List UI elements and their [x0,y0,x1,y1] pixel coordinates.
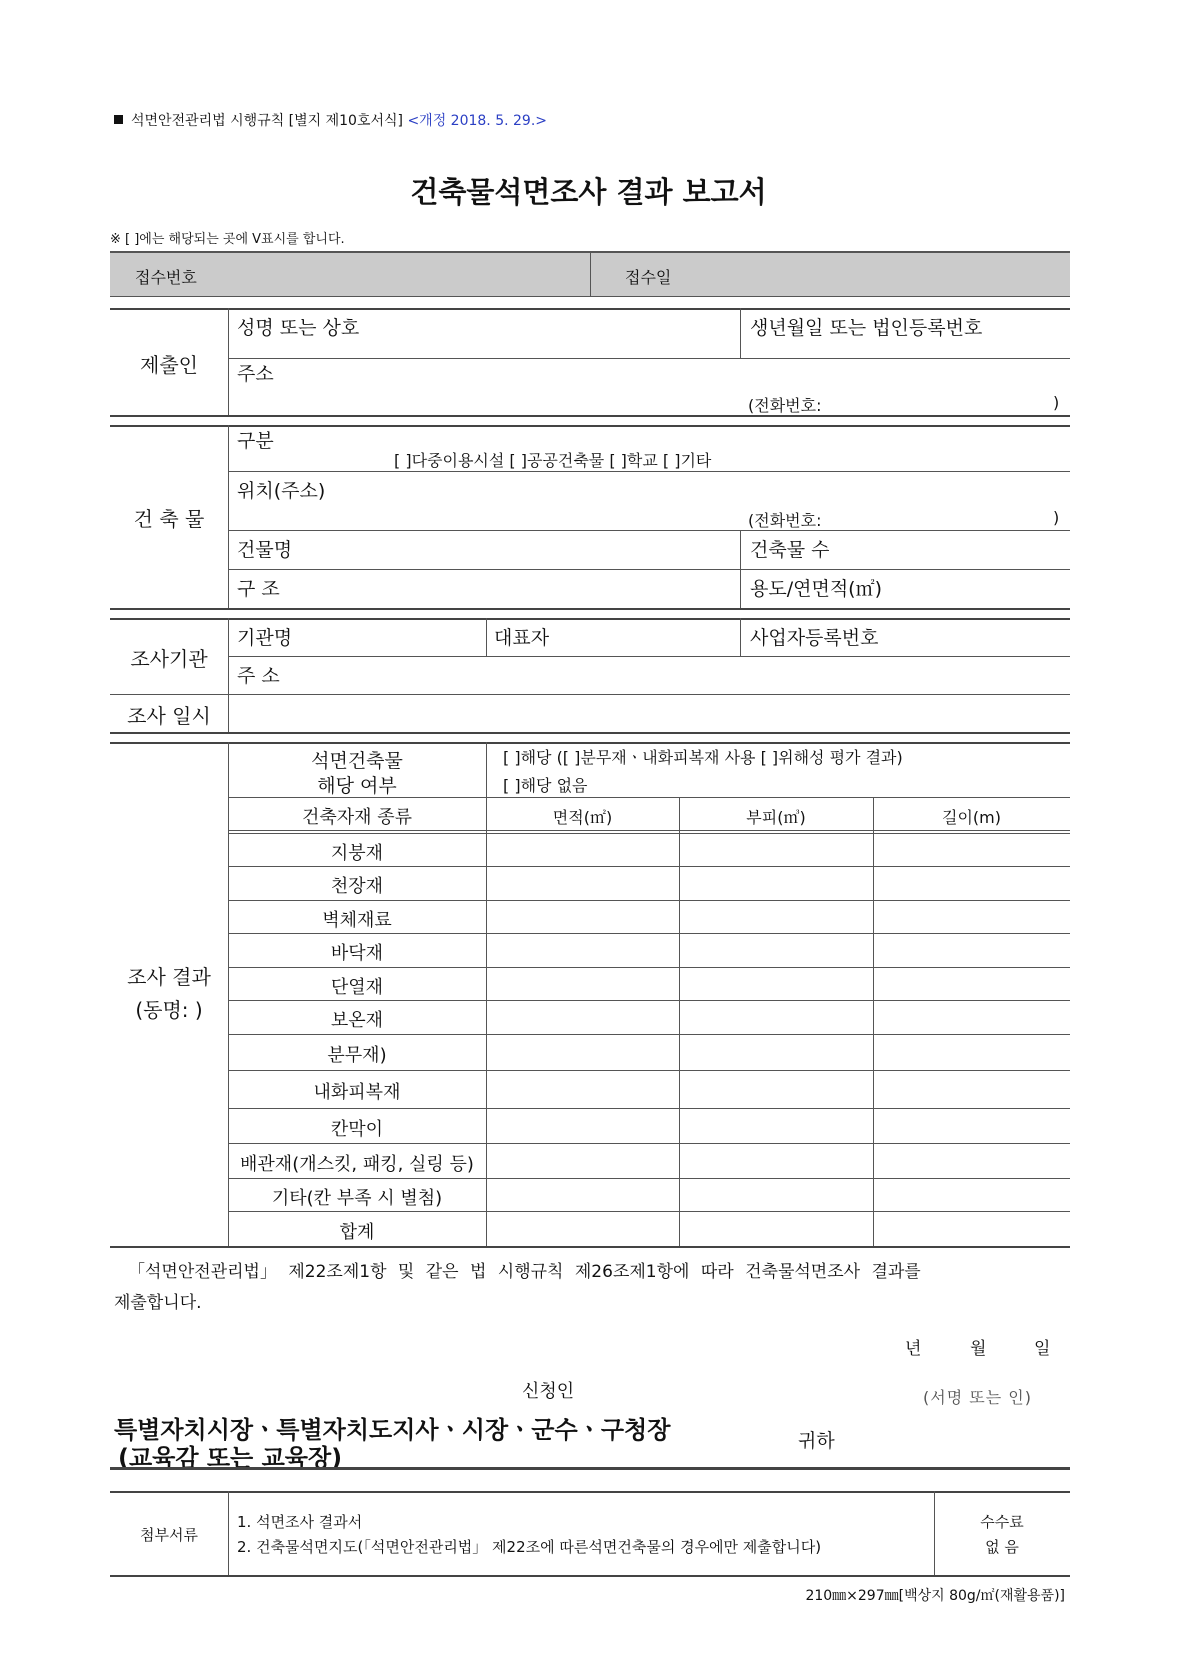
receipt-number-label: 접수번호 [135,268,197,287]
material-row-rule [228,866,1070,867]
material-row-rule [228,1143,1070,1144]
attachment-item-2: 2. 건축물석면지도(「석면안전관리법」 제22조에 따른석면건축물의 경우에만 제출합니다) [237,1538,822,1556]
applicant-signature-label: (서명 또는 인) [923,1388,1032,1407]
material-row-label: 칸막이 [330,1119,384,1140]
statement-line-1: 「석면안전관리법」 제22조제1항 및 같은 법 시행규칙 제26조제1항에 따라 건축물석면조사 결과를 [128,1262,921,1282]
col-rule [228,425,229,608]
building-category-label: 구분 [237,430,274,452]
material-row-label: 내화피복재 [313,1082,401,1103]
building-location-label: 위치(주소) [237,480,326,502]
asbestos-not-applicable-option: [ ]해당 없음 [503,776,588,795]
material-row-label: 바닥재 [330,943,384,964]
row-rule [228,471,1070,472]
survey-date-label: 조사 일시 [127,704,211,728]
building-structure-label: 구 조 [237,578,280,600]
agency-bizno-label: 사업자등록번호 [750,627,879,649]
col-rule [934,1491,935,1575]
header-area: 면적(㎡) [552,808,613,827]
row-rule [228,830,1070,831]
section-rule [110,608,1070,610]
row-rule [110,694,1070,695]
row-rule [228,656,1070,657]
recipient-line-2: (교육감 또는 교육장) [118,1444,343,1472]
col-rule [486,618,487,656]
section-rule [110,732,1070,734]
recipient-line-1: 특별자치시장ㆍ특별자치도지사ㆍ시장ㆍ군수ㆍ구청장 [114,1416,671,1444]
paper-spec-footer: 210㎜×297㎜[백상지 80g/㎡(재활용품)] [805,1588,1065,1604]
col-rule [228,618,229,732]
agency-name-label: 기관명 [237,627,293,649]
material-row-rule [228,967,1070,968]
material-row-label: 단열재 [330,977,384,998]
check-note: ※ [ ]에는 해당되는 곳에 V표시를 합니다. [110,232,345,247]
section-rule [110,308,1070,310]
header-volume: 부피(㎥) [746,808,806,827]
building-name-label: 건물명 [237,539,293,561]
material-row-label: 보온재 [330,1010,384,1031]
material-row-label: 천장재 [330,876,384,897]
material-row-rule [228,1211,1070,1212]
col-rule [740,618,741,656]
submitter-section-label: 제출인 [140,353,198,377]
material-row-rule [228,1000,1070,1001]
building-section-label: 건 축 물 [133,507,205,531]
material-row-rule [228,1034,1070,1035]
recipient-honorific: 귀하 [798,1430,835,1452]
material-row-rule [228,900,1070,901]
square-bullet-icon [114,115,123,124]
row-rule [228,358,1070,359]
section-rule [110,1575,1070,1577]
asbestos-applicable-label: 석면건축물 [311,750,403,772]
material-row-label: 배관재(개스킷, 패킹, 실링 등) [240,1154,474,1175]
date-month: 월 [970,1339,987,1359]
col-rule [740,308,741,358]
header-material-type: 건축자재 종류 [301,807,413,828]
row-rule [228,569,1070,570]
building-count-label: 건축물 수 [750,539,830,561]
material-row-rule [228,1070,1070,1071]
submitter-birth-label: 생년월일 또는 법인등록번호 [750,317,983,339]
date-year: 년 [905,1339,922,1359]
asbestos-applicable-label-2: 해당 여부 [317,775,397,797]
building-usage-label: 용도/연면적(㎡) [750,578,882,600]
date-day: 일 [1034,1339,1051,1359]
material-row-label: 지붕재 [330,843,384,864]
row-rule [228,833,1070,834]
material-row-label: 벽체재료 [322,910,392,931]
submitter-name-label: 성명 또는 상호 [237,317,360,339]
section-rule [110,618,1070,620]
material-row-label: 분무재) [327,1045,387,1066]
fee-value: 없 음 [985,1538,1019,1556]
col-rule [228,308,229,415]
applicant-label: 신청인 [522,1381,575,1402]
row-rule [228,530,1070,531]
material-row-rule [228,1178,1070,1179]
agency-rep-label: 대표자 [494,627,550,649]
header-length: 길이(m) [942,808,1001,827]
material-row-label: 합계 [339,1222,375,1243]
statement-line-2: 제출합니다. [114,1293,202,1313]
agency-address-label: 주 소 [237,665,280,687]
form-reference [114,110,547,130]
section-rule [110,1491,1070,1493]
attachments-label: 첨부서류 [140,1526,198,1544]
building-phone-label: (전화번호: [748,511,822,530]
section-rule [110,742,1070,744]
submitter-address-label: 주소 [237,363,274,385]
asbestos-applicable-option: [ ]해당 ([ ]분무재ㆍ내화피복재 사용 [ ]위해성 평가 결과) [503,748,903,767]
material-row-label: 기타(칸 부족 시 별첨) [271,1188,443,1209]
col-rule [228,1491,229,1575]
results-section-label: 조사 결과 [127,965,211,989]
building-category-options: [ ]다중이용시설 [ ]공공건축물 [ ]학교 [ ]기타 [394,451,712,470]
receipt-divider [590,253,591,296]
page-title: 건축물석면조사 결과 보고서 [410,175,767,209]
section-rule [110,1467,1070,1470]
attachment-item-1: 1. 석면조사 결과서 [237,1513,363,1531]
fee-label: 수수료 [980,1513,1024,1531]
material-row-rule [228,933,1070,934]
results-building-label: (동명: ) [135,998,203,1022]
submitter-phone-close: ) [1053,393,1060,412]
revision-date: <개정 2018. 5. 29.> [407,113,548,129]
material-row-rule [228,1108,1070,1109]
col-rule [740,530,741,608]
receipt-date-label: 접수일 [625,268,672,287]
section-rule [110,415,1070,417]
submitter-phone-label: (전화번호: [748,396,822,415]
law-reference: 석면안전관리법 시행규칙 [별지 제10호서식] [131,113,403,129]
agency-section-label: 조사기관 [130,647,208,671]
section-rule [110,1246,1070,1248]
building-phone-close: ) [1053,508,1060,527]
